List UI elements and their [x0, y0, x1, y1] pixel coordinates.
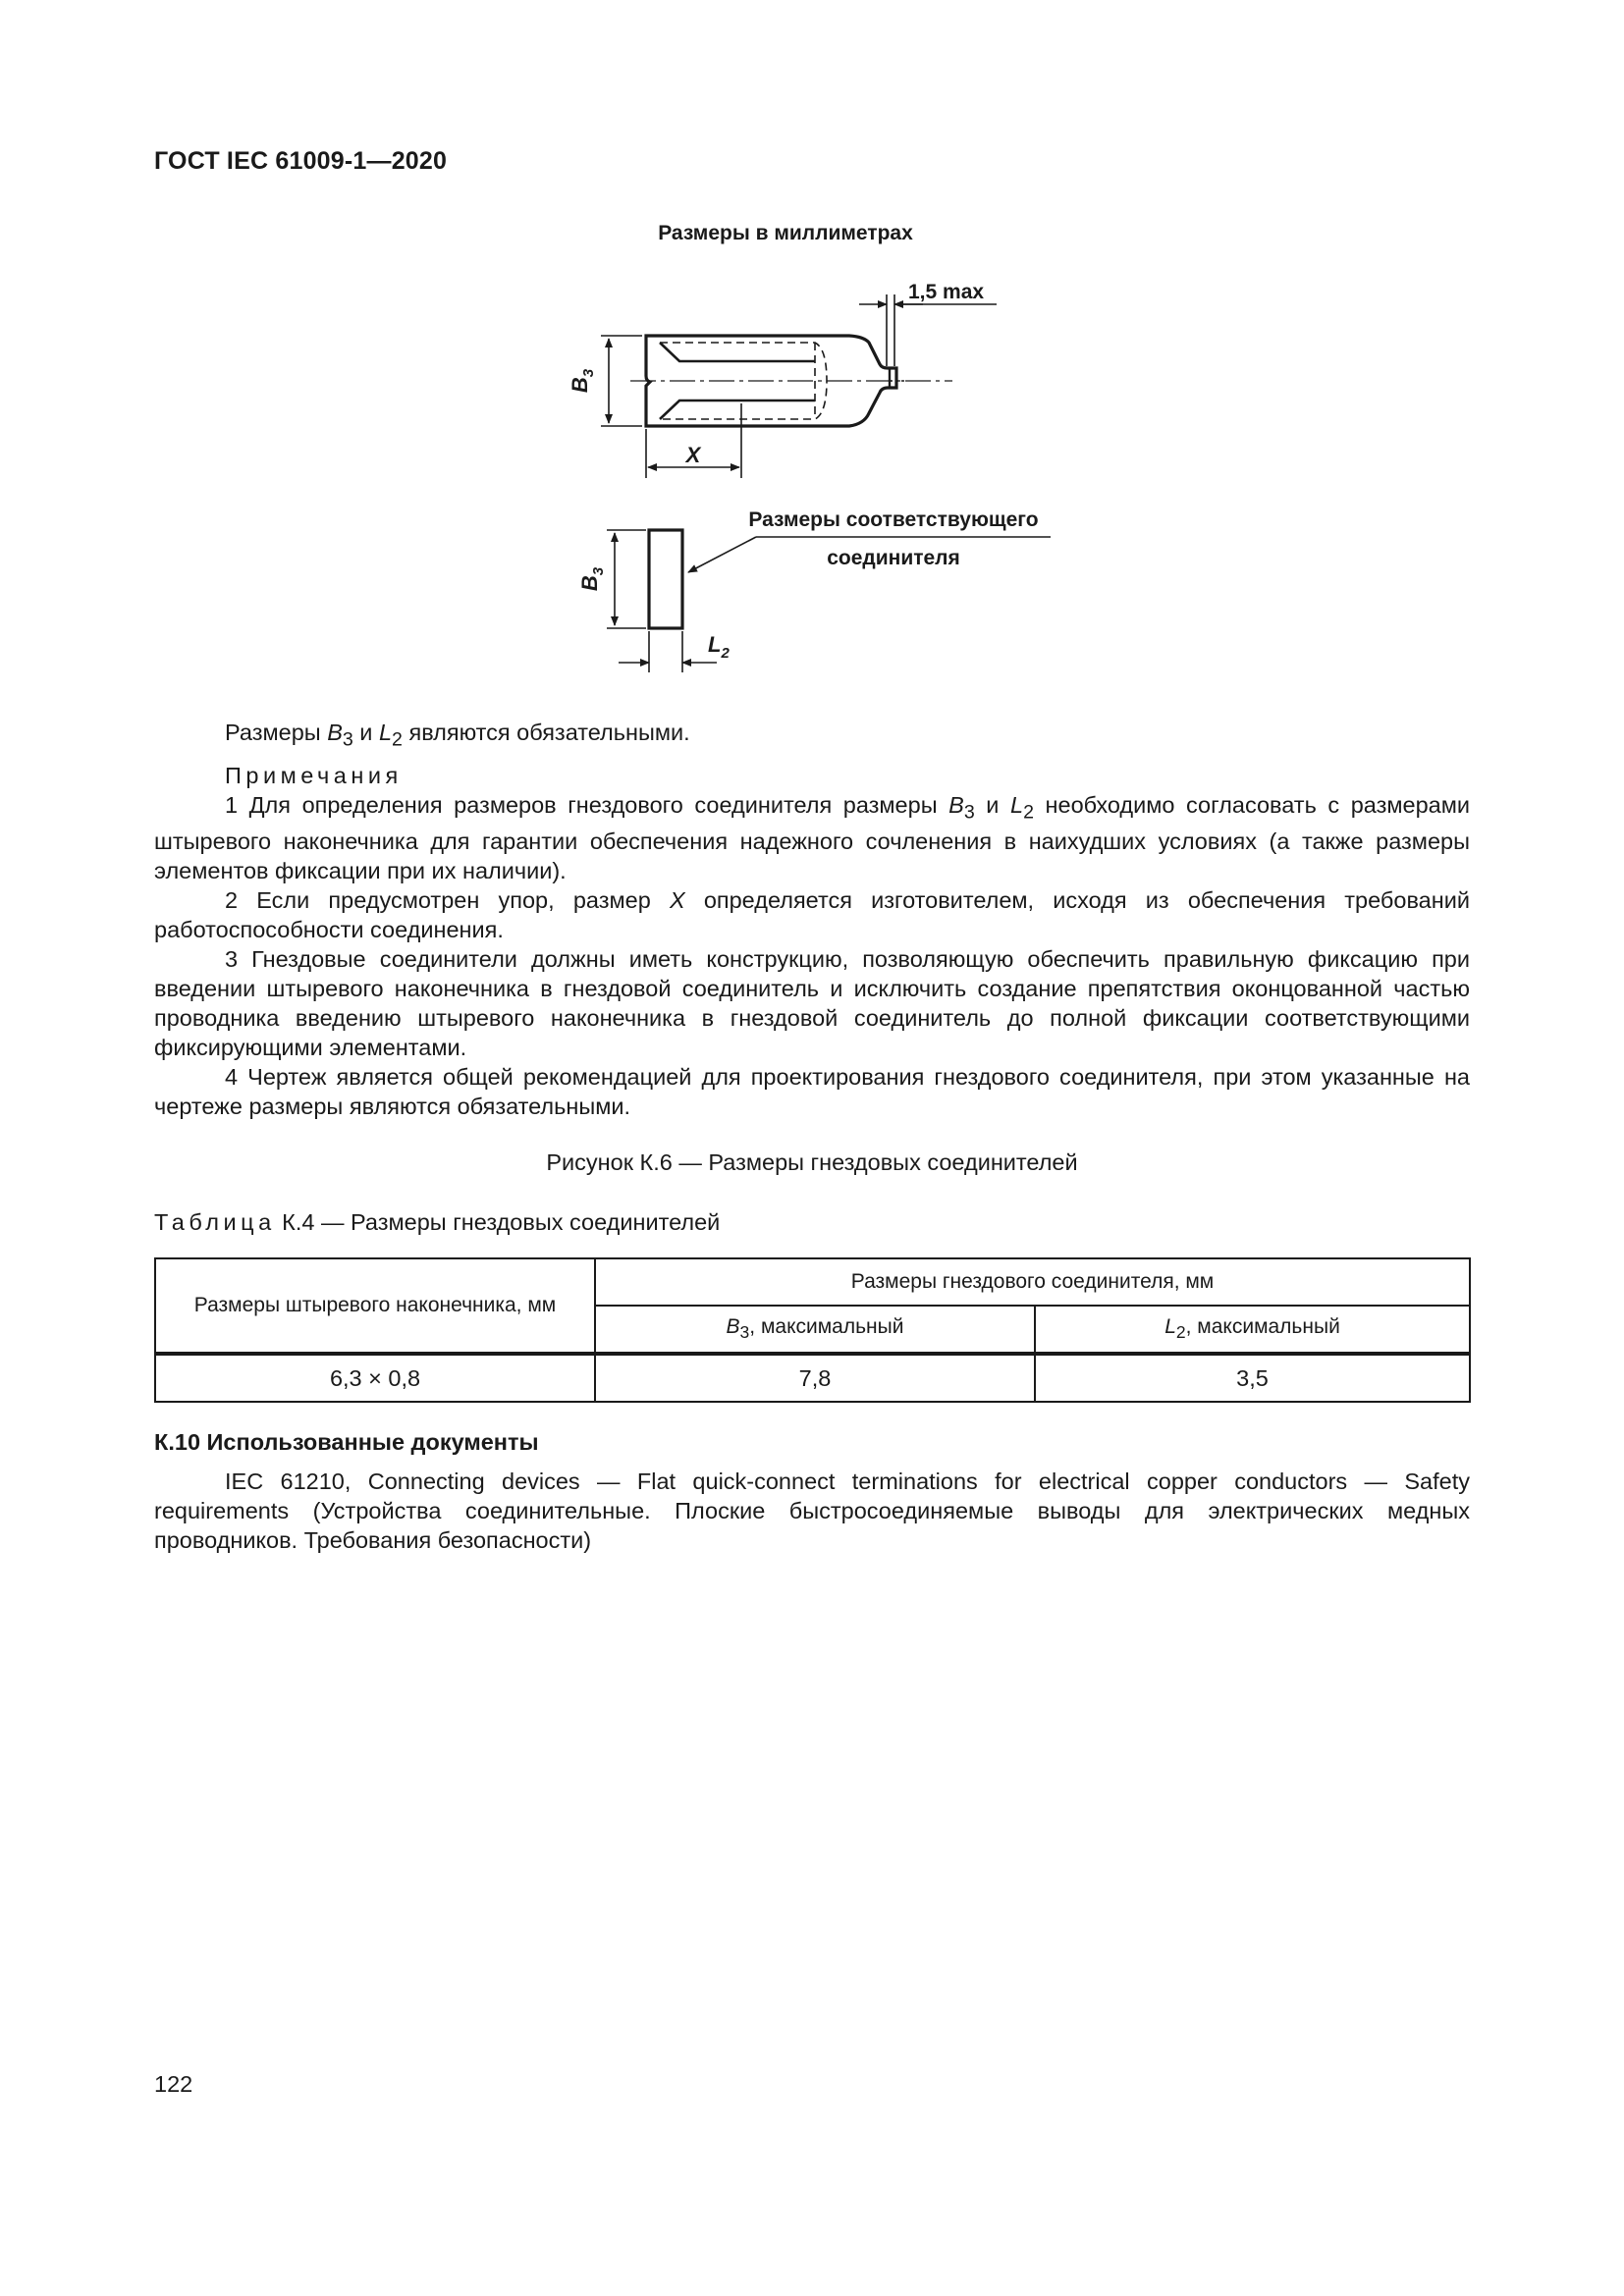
- section-title: К.10 Использованные документы: [154, 1429, 539, 1455]
- callout-label-line2: соединителя: [827, 547, 960, 569]
- note-3: 3 Гнездовые соединители должны иметь конструкцию, позволяющую обеспечить правильную фиксацию при введении штыревого наконечника в гнездовой соединитель и исключить создание препятствия оконцованной частью проводника введению штыревого наконечника в гнездовой соединитель до полной фиксации соответствующими фиксирующими элементами.: [154, 946, 1470, 1061]
- table-row: [155, 1354, 1470, 1402]
- dimension-l2-label: $L_2$: [708, 632, 730, 662]
- table-caption: Таблица К.4 — Размеры гнездовых соединителей: [154, 1209, 721, 1235]
- notes-title: Примечания: [225, 762, 403, 788]
- note-4: 4 Чертеж является общей рекомендацией для проектирования гнездового соединителя, при этом указанные на чертеже размеры являются обязательными.: [154, 1064, 1470, 1120]
- units-note: Размеры в миллиметрах: [658, 222, 913, 244]
- dimension-x-label: X: [685, 443, 701, 467]
- dimension-1-5-max-label: 1,5 max: [908, 281, 985, 303]
- table-head-b3: $B_3$, максимальный: [595, 1306, 1035, 1354]
- table-head-group: Размеры гнездового соединителя, мм: [595, 1258, 1470, 1306]
- receptacle-side-view: [630, 336, 952, 426]
- document-header: ГОСТ IEC 61009-1—2020: [154, 147, 448, 175]
- table-cell-l2: 3,5: [1035, 1354, 1470, 1402]
- note-2: 2 Если предусмотрен упор, размер X определяется изготовителем, исходя из обеспечения требований работоспособности соединения.: [154, 887, 1470, 943]
- table-head-l2: $L_2$, максимальный: [1035, 1306, 1470, 1354]
- figure-caption: Рисунок К.6 — Размеры гнездовых соединителей: [546, 1149, 1078, 1175]
- table-cell-b3: 7,8: [595, 1354, 1035, 1402]
- reference-paragraph: IEC 61210, Connecting devices — Flat quick-connect terminations for electrical copper conductors — Safety requirements (Устройства соединительные. Плоские быстросоединяемые выводы для электрических медных проводников. Требования безопасности): [154, 1468, 1470, 1553]
- notes-block: [154, 718, 1470, 1121]
- dimension-l2: [619, 631, 717, 672]
- page-number: 122: [154, 2071, 193, 2097]
- dimension-1-5-max: [859, 294, 997, 366]
- dimension-b3-lower: [607, 530, 646, 628]
- table-cell-tab: 6,3 × 0,8: [155, 1354, 595, 1402]
- callout-label-line1: Размеры соответствующего: [748, 508, 1039, 531]
- socket-dimension-drawing: [560, 221, 1070, 682]
- table-head-tab-size: Размеры штыревого наконечника, мм: [155, 1258, 595, 1354]
- intro-sentence: Размеры $B_3$ и $L_2$ являются обязательными.: [225, 720, 690, 751]
- dimension-b3-upper-label: $B_3$: [568, 368, 597, 394]
- section-body: [154, 1467, 1470, 1555]
- dimensions-table: [154, 1257, 1471, 1403]
- dimension-b3-lower-label: $B_3$: [577, 566, 607, 592]
- note-1: 1 Для определения размеров гнездового соединителя размеры $B_3$ и $L_2$ необходимо согласовать с размерами штыревого наконечника для гарантии обеспечения надежного сочленения в наихудших условиях (а также размеры элементов фиксации при их наличии).: [154, 791, 1471, 884]
- mating-tab-outline: [649, 530, 682, 628]
